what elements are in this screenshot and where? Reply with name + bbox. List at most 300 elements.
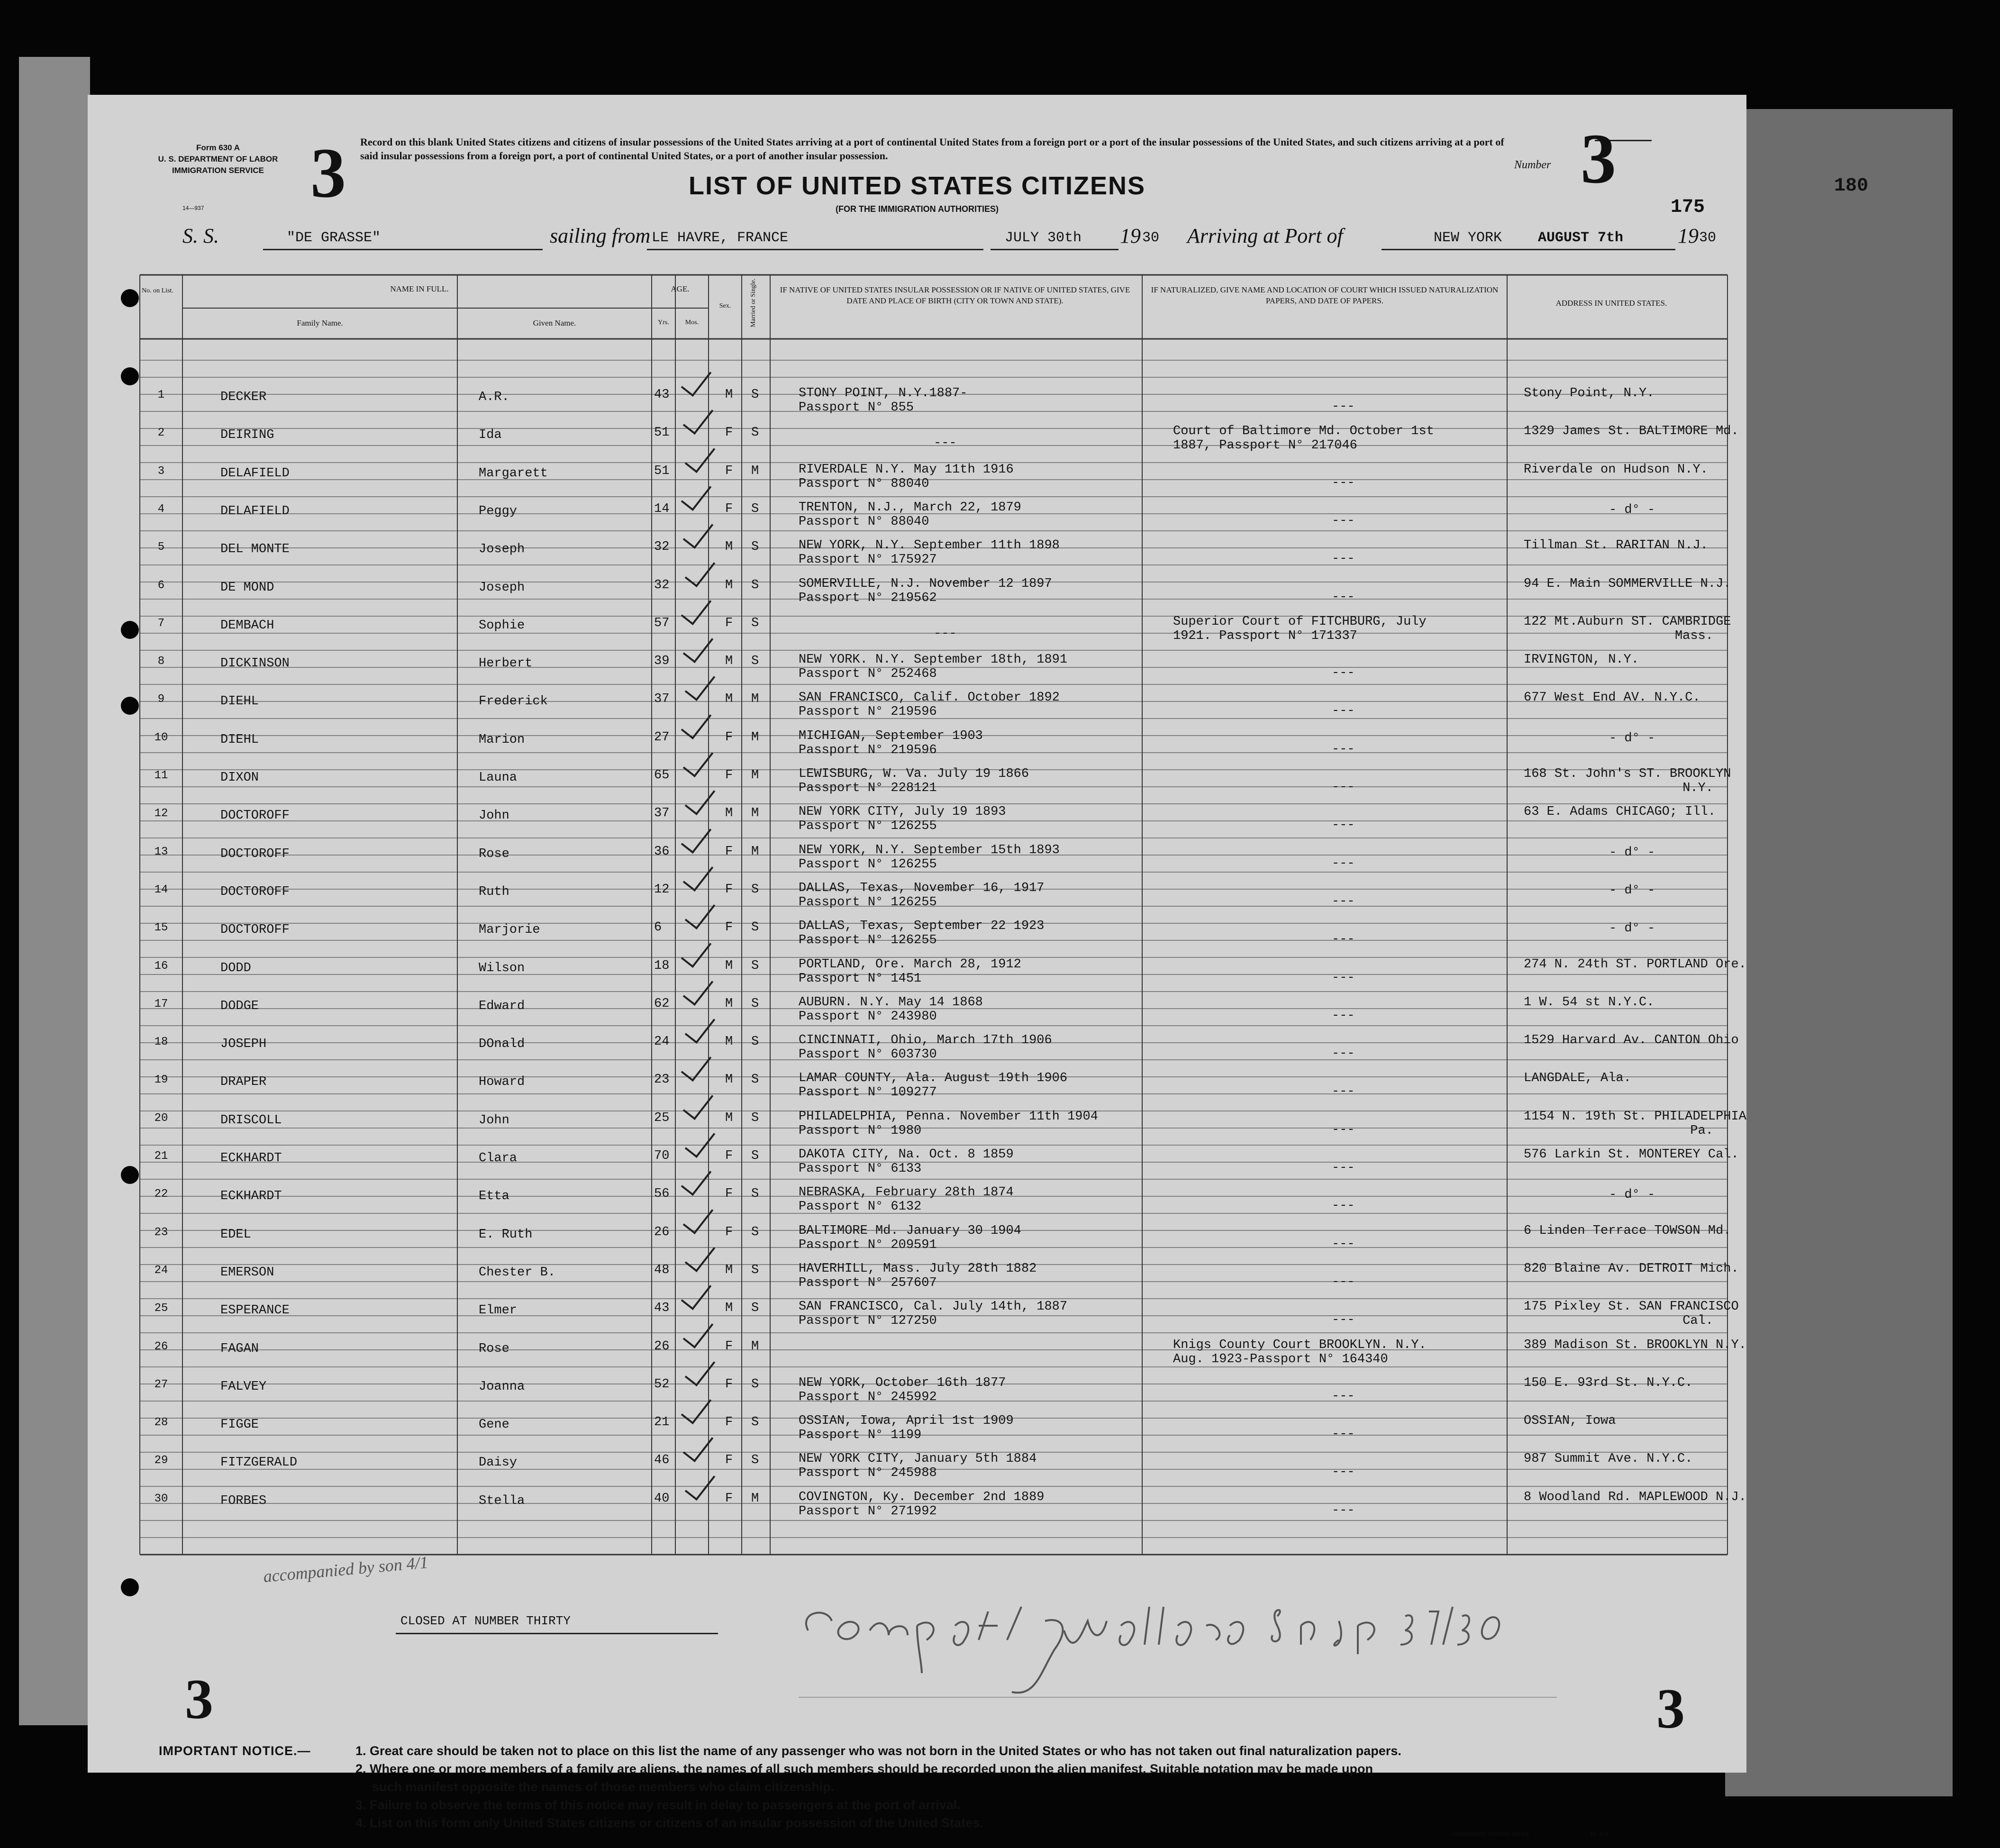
family-name: DOCTOROFF <box>220 847 290 861</box>
marital-status: M <box>751 464 759 478</box>
marital-status: M <box>751 730 759 745</box>
notice-item-3: 3. Failure to observe the terms of this notice may result in delay to passengers at the port of arrival. <box>355 1798 961 1812</box>
naturalization: --- <box>1332 742 1355 756</box>
department: U. S. DEPARTMENT OF LABOR <box>158 155 278 164</box>
address-continued: Mass. <box>1674 628 1713 643</box>
birth-place: RIVERDALE N.Y. May 11th 1916 <box>799 462 1014 477</box>
footer-number-left: 3 <box>185 1667 213 1730</box>
given-name: Daisy <box>479 1456 518 1470</box>
sex: F <box>725 1187 733 1202</box>
given-name: Gene <box>479 1418 509 1432</box>
passport-number: Passport N° 219596 <box>799 743 937 757</box>
marital-status: S <box>751 1187 759 1202</box>
service: IMMIGRATION SERVICE <box>172 166 264 175</box>
given-name: Joseph <box>479 580 525 595</box>
row-number: 7 <box>157 617 165 630</box>
sail-year-prefix: 19 <box>1120 224 1141 247</box>
address: 576 Larkin St. MONTEREY Cal. <box>1524 1147 1739 1162</box>
header-mos: Mos. <box>685 319 699 326</box>
marital-status: S <box>751 426 759 440</box>
passport-number: Passport N° 126255 <box>799 895 937 910</box>
given-name: Joseph <box>479 542 525 557</box>
punch-hole <box>121 621 139 639</box>
age-years: 43 <box>654 388 670 402</box>
family-name: FALVEY <box>220 1379 267 1394</box>
birth-place: SAN FRANCISCO, Calif. October 1892 <box>799 691 1060 705</box>
arrival-port: NEW YORK <box>1434 230 1502 246</box>
age-years: 40 <box>654 1491 670 1506</box>
address: - d° - <box>1609 921 1655 936</box>
birth-place: PHILADELPHIA, Penna. November 11th 1904 <box>799 1109 1098 1124</box>
row-number: 1 <box>157 389 165 401</box>
row-number: 13 <box>154 845 168 858</box>
family-name: DODGE <box>220 999 259 1013</box>
family-name: DECKER <box>220 390 267 404</box>
header-married-single: Married or Single. <box>750 278 757 328</box>
family-name: ECKHARDT <box>220 1189 282 1204</box>
marital-status: M <box>751 1491 759 1506</box>
marital-status: S <box>751 1301 759 1316</box>
form-subtitle: (FOR THE IMMIGRATION AUTHORITIES) <box>836 204 999 214</box>
sex: F <box>725 1225 733 1239</box>
address: 122 Mt.Auburn ST. CAMBRIDGE <box>1524 614 1731 629</box>
address: 389 Madison St. BROOKLYN N.Y. <box>1524 1338 1746 1352</box>
gpo-code: 14—814 <box>1590 1832 1608 1837</box>
passport-number: Passport N° 219596 <box>799 705 937 719</box>
birth-place: NEBRASKA, February 28th 1874 <box>799 1185 1014 1200</box>
marital-status: S <box>751 540 759 555</box>
marital-status: M <box>751 806 759 821</box>
row-number: 16 <box>154 959 168 973</box>
pencil-note: accompanied by son 4/1 <box>262 1552 429 1586</box>
family-name: FORBES <box>220 1493 267 1508</box>
address: Riverdale on Hudson N.Y. <box>1524 462 1708 477</box>
sex: F <box>725 730 733 745</box>
row-number: 28 <box>154 1416 168 1429</box>
number-label: Number <box>1514 159 1551 171</box>
header-sex: Sex. <box>719 302 731 310</box>
birth-place: CINCINNATI, Ohio, March 17th 1906 <box>799 1033 1052 1048</box>
marital-status: M <box>751 844 759 859</box>
sex: M <box>725 388 733 402</box>
naturalization: --- <box>1332 590 1355 604</box>
arrival-year: 30 <box>1699 230 1717 246</box>
row-number: 19 <box>154 1074 168 1087</box>
punch-hole <box>121 289 139 307</box>
given-name: Marjorie <box>479 923 540 938</box>
naturalization: --- <box>1332 1427 1355 1442</box>
footer-number-right: 3 <box>1656 1677 1685 1740</box>
row-number: 10 <box>154 731 168 744</box>
sex: F <box>725 1491 733 1506</box>
row-number: 14 <box>154 883 168 896</box>
given-name: Herbert <box>479 656 533 671</box>
backdrop-right-page <box>1725 109 1953 1796</box>
naturalization: --- <box>1332 1237 1355 1251</box>
family-name: ECKHARDT <box>220 1151 282 1165</box>
age-years: 23 <box>654 1073 670 1087</box>
birth-place: DALLAS, Texas, September 22 1923 <box>799 919 1045 934</box>
row-number: 3 <box>157 464 165 478</box>
arrival-year-prefix: 19 <box>1678 224 1699 247</box>
family-name: DRISCOLL <box>220 1113 282 1128</box>
family-name: FAGAN <box>220 1341 259 1356</box>
marital-status: S <box>751 1225 759 1239</box>
naturalization: --- <box>1332 932 1355 947</box>
family-name: JOSEPH <box>220 1037 267 1052</box>
passport-number: Passport N° 245988 <box>799 1466 937 1481</box>
row-number: 17 <box>154 997 168 1010</box>
address: IRVINGTON, N.Y. <box>1524 653 1639 667</box>
birth-place: NEW YORK. N.Y. September 18th, 1891 <box>799 653 1068 667</box>
given-name: DOnald <box>479 1037 525 1052</box>
passport-number: Passport N° 245992 <box>799 1390 937 1404</box>
address: 987 Summit Ave. N.Y.C. <box>1524 1452 1693 1466</box>
age-years: 14 <box>654 501 670 516</box>
manifest-sheet <box>88 95 1746 1837</box>
passport-number: Passport N° 175927 <box>799 553 937 567</box>
marital-status: S <box>751 1149 759 1163</box>
address: LANGDALE, Ala. <box>1524 1071 1631 1086</box>
row-number: 23 <box>154 1226 168 1239</box>
sex: F <box>725 882 733 897</box>
age-years: 70 <box>654 1149 670 1163</box>
marital-status: S <box>751 578 759 592</box>
birth-place: --- <box>934 436 957 451</box>
notice-item-1: 1. Great care should be taken not to place on this list the name of any passenger who was not born in the United States or who has not taken out final naturalization papers. <box>355 1744 1401 1758</box>
sail-year: 30 <box>1142 230 1160 246</box>
punch-hole <box>121 1578 139 1596</box>
sex: F <box>725 426 733 440</box>
sex: F <box>725 464 733 478</box>
marital-status: S <box>751 920 759 935</box>
age-years: 32 <box>654 540 670 555</box>
naturalization: --- <box>1332 513 1355 528</box>
notice-label <box>159 1742 310 1760</box>
birth-place: SAN FRANCISCO, Cal. July 14th, 1887 <box>799 1300 1068 1314</box>
passport-number: Passport N° 1199 <box>799 1428 922 1443</box>
birth-place: STONY POINT, N.Y.1887- <box>799 386 968 401</box>
form-number: Form 630 A <box>196 143 240 152</box>
row-number: 25 <box>154 1302 168 1315</box>
from-port: LE HAVRE, FRANCE <box>652 230 789 246</box>
row-number: 26 <box>154 1340 168 1353</box>
age-years: 27 <box>654 730 670 745</box>
row-number: 22 <box>154 1188 168 1201</box>
row-number: 5 <box>157 541 165 554</box>
page-stamp: 180 <box>1834 175 1869 197</box>
row-number: 8 <box>157 655 165 668</box>
age-years: 25 <box>654 1111 670 1125</box>
form-code: 14—937 <box>182 205 204 211</box>
marital-status: M <box>751 1339 759 1354</box>
sex: M <box>725 654 733 669</box>
naturalization: --- <box>1332 1503 1355 1518</box>
passport-number: Passport N° 603730 <box>799 1047 937 1062</box>
family-name: DRAPER <box>220 1075 267 1090</box>
address-continued: N.Y. <box>1682 781 1713 795</box>
marital-status: S <box>751 1377 759 1392</box>
header-age: AGE. <box>671 284 690 293</box>
birth-place: LEWISBURG, W. Va. July 19 1866 <box>799 767 1029 781</box>
family-name: FIGGE <box>220 1418 259 1432</box>
family-name: DOCTOROFF <box>220 809 290 823</box>
age-years: 37 <box>654 806 670 821</box>
naturalization: --- <box>1332 475 1355 490</box>
address: 168 St. John's ST. BROOKLYN <box>1524 767 1731 781</box>
naturalization: Superior Court of FITCHBURG, July <box>1173 614 1427 629</box>
sailing-label: sailing from <box>550 224 651 247</box>
naturalization: --- <box>1332 1389 1355 1403</box>
address: - d° - <box>1609 1188 1655 1202</box>
given-name: Marion <box>479 732 525 747</box>
age-years: 32 <box>654 578 670 592</box>
page-number: 175 <box>1671 197 1705 218</box>
age-years: 36 <box>654 844 670 859</box>
naturalization: --- <box>1332 1313 1355 1328</box>
passport-number: Passport N° 6132 <box>799 1200 922 1214</box>
backdrop-left-page <box>19 57 90 1725</box>
naturalization-detail: Aug. 1923-Passport N° 164340 <box>1173 1352 1388 1366</box>
row-number: 20 <box>154 1111 168 1125</box>
address: 94 E. Main SOMMERVILLE N.J. <box>1524 576 1731 591</box>
marital-status: S <box>751 616 759 630</box>
birth-place: NEW YORK, N.Y. September 15th 1893 <box>799 843 1060 857</box>
address: 8 Woodland Rd. MAPLEWOOD N.J. <box>1524 1490 1746 1504</box>
naturalization: --- <box>1332 970 1355 985</box>
notice-item-2: 2. Where one or more members of a family are aliens, the names of all such members should be recorded upon the alien manifest. Suitable notation may be made upon <box>355 1762 1373 1776</box>
address: 175 Pixley St. SAN FRANCISCO <box>1524 1300 1739 1314</box>
sex: M <box>725 692 733 707</box>
arrival-date: AUGUST 7th <box>1538 230 1624 246</box>
address: 677 West End AV. N.Y.C. <box>1524 691 1700 705</box>
family-name: DE MOND <box>220 580 274 595</box>
birth-place: LAMAR COUNTY, Ala. August 19th 1906 <box>799 1071 1068 1086</box>
address: - d° - <box>1609 502 1655 517</box>
naturalization: --- <box>1332 400 1355 414</box>
age-years: 12 <box>654 882 670 897</box>
passport-number: Passport N° 109277 <box>799 1085 937 1100</box>
marital-status: S <box>751 1035 759 1049</box>
birth-place: NEW YORK CITY, July 19 1893 <box>799 805 1006 819</box>
passport-number: Passport N° 257607 <box>799 1275 937 1290</box>
sex: M <box>725 1073 733 1087</box>
given-name: Elmer <box>479 1303 518 1318</box>
row-number: 12 <box>154 807 168 820</box>
sex: M <box>725 1301 733 1316</box>
passport-number: Passport N° 6133 <box>799 1162 922 1176</box>
naturalization: --- <box>1332 780 1355 794</box>
given-name: Rose <box>479 1341 509 1356</box>
birth-place: NEW YORK, N.Y. September 11th 1898 <box>799 538 1060 553</box>
sex: F <box>725 616 733 630</box>
given-name: E. Ruth <box>479 1227 533 1242</box>
row-number: 11 <box>154 769 168 782</box>
notice-item-2-cont: such manifest opposite the names of those members who claim citizenship. <box>372 1780 835 1794</box>
marital-status: S <box>751 1111 759 1125</box>
address: - d° - <box>1609 845 1655 860</box>
marital-status: S <box>751 388 759 402</box>
given-name: Peggy <box>479 504 518 519</box>
marital-status: S <box>751 501 759 516</box>
marital-status: S <box>751 654 759 669</box>
age-years: 43 <box>654 1301 670 1316</box>
family-name: DEIRING <box>220 428 274 443</box>
closed-rule <box>396 1633 718 1634</box>
age-years: 65 <box>654 768 670 783</box>
row-number: 29 <box>154 1454 168 1467</box>
passport-number: Passport N° 252468 <box>799 667 937 682</box>
family-name: DIXON <box>220 771 259 785</box>
header-no: No. on List. <box>142 287 173 294</box>
header-family-name: Family Name. <box>297 319 343 328</box>
inspector-signature <box>799 1602 1557 1697</box>
row-number: 24 <box>154 1264 168 1277</box>
age-years: 26 <box>654 1339 670 1354</box>
sex: M <box>725 1111 733 1125</box>
marital-status: S <box>751 1453 759 1468</box>
naturalization: --- <box>1332 552 1355 566</box>
address: 1329 James St. BALTIMORE Md. <box>1524 424 1739 439</box>
passport-number: Passport N° 88040 <box>799 476 929 491</box>
address: 6 Linden Terrace TOWSON Md. <box>1524 1223 1731 1238</box>
address-continued: Pa. <box>1690 1123 1713 1138</box>
naturalization: --- <box>1332 1199 1355 1213</box>
marital-status: M <box>751 692 759 707</box>
family-name: EMERSON <box>220 1265 274 1280</box>
row-number: 2 <box>157 427 165 440</box>
naturalization: Knigs County Court BROOKLYN. N.Y. <box>1173 1338 1427 1352</box>
naturalization-detail: 1921. Passport N° 171337 <box>1173 628 1357 643</box>
given-name: Etta <box>479 1189 509 1204</box>
given-name: Clara <box>479 1151 518 1165</box>
age-years: 21 <box>654 1415 670 1430</box>
family-name: DEL MONTE <box>220 542 290 557</box>
ship-name: "DE GRASSE" <box>287 230 381 246</box>
naturalization: Court of Baltimore Md. October 1st <box>1173 424 1434 439</box>
closed-text: CLOSED AT NUMBER THIRTY <box>400 1614 571 1628</box>
naturalization: --- <box>1332 1008 1355 1023</box>
sex: M <box>725 806 733 821</box>
address: 1 W. 54 st N.Y.C. <box>1524 995 1655 1010</box>
given-name: Ida <box>479 428 502 443</box>
family-name: DICKINSON <box>220 656 290 671</box>
family-name: DOCTOROFF <box>220 923 290 938</box>
sex: M <box>725 996 733 1011</box>
naturalization: --- <box>1332 1084 1355 1099</box>
address: 1529 Harvard Av. CANTON Ohio <box>1524 1033 1739 1048</box>
passport-number: Passport N° 1980 <box>799 1123 922 1138</box>
naturalization: --- <box>1332 1274 1355 1289</box>
passport-number: Passport N° 271992 <box>799 1504 937 1519</box>
birth-place: TRENTON, N.J., March 22, 1879 <box>799 500 1021 515</box>
naturalization: --- <box>1332 856 1355 871</box>
punch-hole <box>121 697 139 715</box>
age-years: 37 <box>654 692 670 707</box>
sex: F <box>725 501 733 516</box>
sex: M <box>725 958 733 973</box>
passport-number: Passport N° 209591 <box>799 1238 937 1252</box>
row-number: 18 <box>154 1036 168 1049</box>
marital-status: S <box>751 996 759 1011</box>
birth-place: OSSIAN, Iowa, April 1st 1909 <box>799 1414 1014 1429</box>
sex: F <box>725 1339 733 1354</box>
given-name: Ruth <box>479 884 509 899</box>
arriving-label: Arriving at Port of <box>1187 224 1343 247</box>
notice-item-4: 4. List on this form only United States citizens or citizens of an insular possession of the United States. <box>355 1816 983 1830</box>
address: OSSIAN, Iowa <box>1524 1414 1616 1429</box>
row-number: 15 <box>154 921 168 935</box>
naturalization: --- <box>1332 704 1355 719</box>
birth-place: BALTIMORE Md. January 30 1904 <box>799 1223 1021 1238</box>
family-name: DODD <box>220 961 251 975</box>
sex: M <box>725 578 733 592</box>
age-years: 62 <box>654 996 670 1011</box>
address: 150 E. 93rd St. N.Y.C. <box>1524 1375 1693 1390</box>
birth-place: MICHIGAN, September 1903 <box>799 728 983 743</box>
sex: M <box>725 540 733 555</box>
passport-number: Passport N° 855 <box>799 401 914 415</box>
family-name: FITZGERALD <box>220 1456 298 1470</box>
naturalization: --- <box>1332 1161 1355 1175</box>
age-years: 46 <box>654 1453 670 1468</box>
family-name: DEMBACH <box>220 618 274 633</box>
row-number: 4 <box>157 502 165 516</box>
birth-place: DAKOTA CITY, Na. Oct. 8 1859 <box>799 1147 1014 1162</box>
naturalization: --- <box>1332 1047 1355 1061</box>
age-years: 51 <box>654 426 670 440</box>
birth-place: DALLAS, Texas, November 16, 1917 <box>799 881 1045 895</box>
given-name: Margarett <box>479 466 548 481</box>
passport-number: Passport N° 127250 <box>799 1314 937 1329</box>
big-number-left: 3 <box>310 134 346 212</box>
row-number: 9 <box>157 693 165 706</box>
age-years: 26 <box>654 1225 670 1239</box>
given-name: Frederick <box>479 694 548 709</box>
passport-number: Passport N° 1451 <box>799 971 922 986</box>
address: 820 Blaine Av. DETROIT Mich. <box>1524 1261 1739 1276</box>
naturalization-detail: 1887, Passport N° 217046 <box>1173 438 1357 453</box>
address: - d° - <box>1609 731 1655 746</box>
age-years: 24 <box>654 1035 670 1049</box>
marital-status: S <box>751 1263 759 1277</box>
family-name: DIEHL <box>220 732 259 747</box>
passport-number: Passport N° 126255 <box>799 933 937 948</box>
address: Stony Point, N.Y. <box>1524 386 1655 401</box>
birth-place: --- <box>934 626 957 641</box>
given-name: Edward <box>479 999 525 1013</box>
sex: M <box>725 1035 733 1049</box>
given-name: Wilson <box>479 961 525 975</box>
age-years: 6 <box>654 920 662 935</box>
birth-place: NEW YORK CITY, January 5th 1884 <box>799 1452 1037 1466</box>
header-given-name: Given Name. <box>533 319 576 328</box>
form-title: LIST OF UNITED STATES CITIZENS <box>689 172 1145 200</box>
address: - d° - <box>1609 883 1655 898</box>
passport-number: Passport N° 126255 <box>799 857 937 872</box>
naturalization: --- <box>1332 1122 1355 1137</box>
birth-place: SOMERVILLE, N.J. November 12 1897 <box>799 576 1052 591</box>
family-name: DELAFIELD <box>220 466 290 481</box>
big-number-right: 3 <box>1581 119 1616 198</box>
family-name: DIEHL <box>220 694 259 709</box>
header-naturalized: IF NATURALIZED, GIVE NAME AND LOCATION OF COURT WHICH ISSUED NATURALIZATION PAPERS, AND DATE OF PAPERS. <box>1151 285 1499 305</box>
passport-number: Passport N° 243980 <box>799 1009 937 1024</box>
address: 274 N. 24th ST. PORTLAND Ore. <box>1524 957 1746 972</box>
passport-number: Passport N° 88040 <box>799 514 929 529</box>
given-name: Rose <box>479 847 509 861</box>
marital-status: S <box>751 1073 759 1087</box>
